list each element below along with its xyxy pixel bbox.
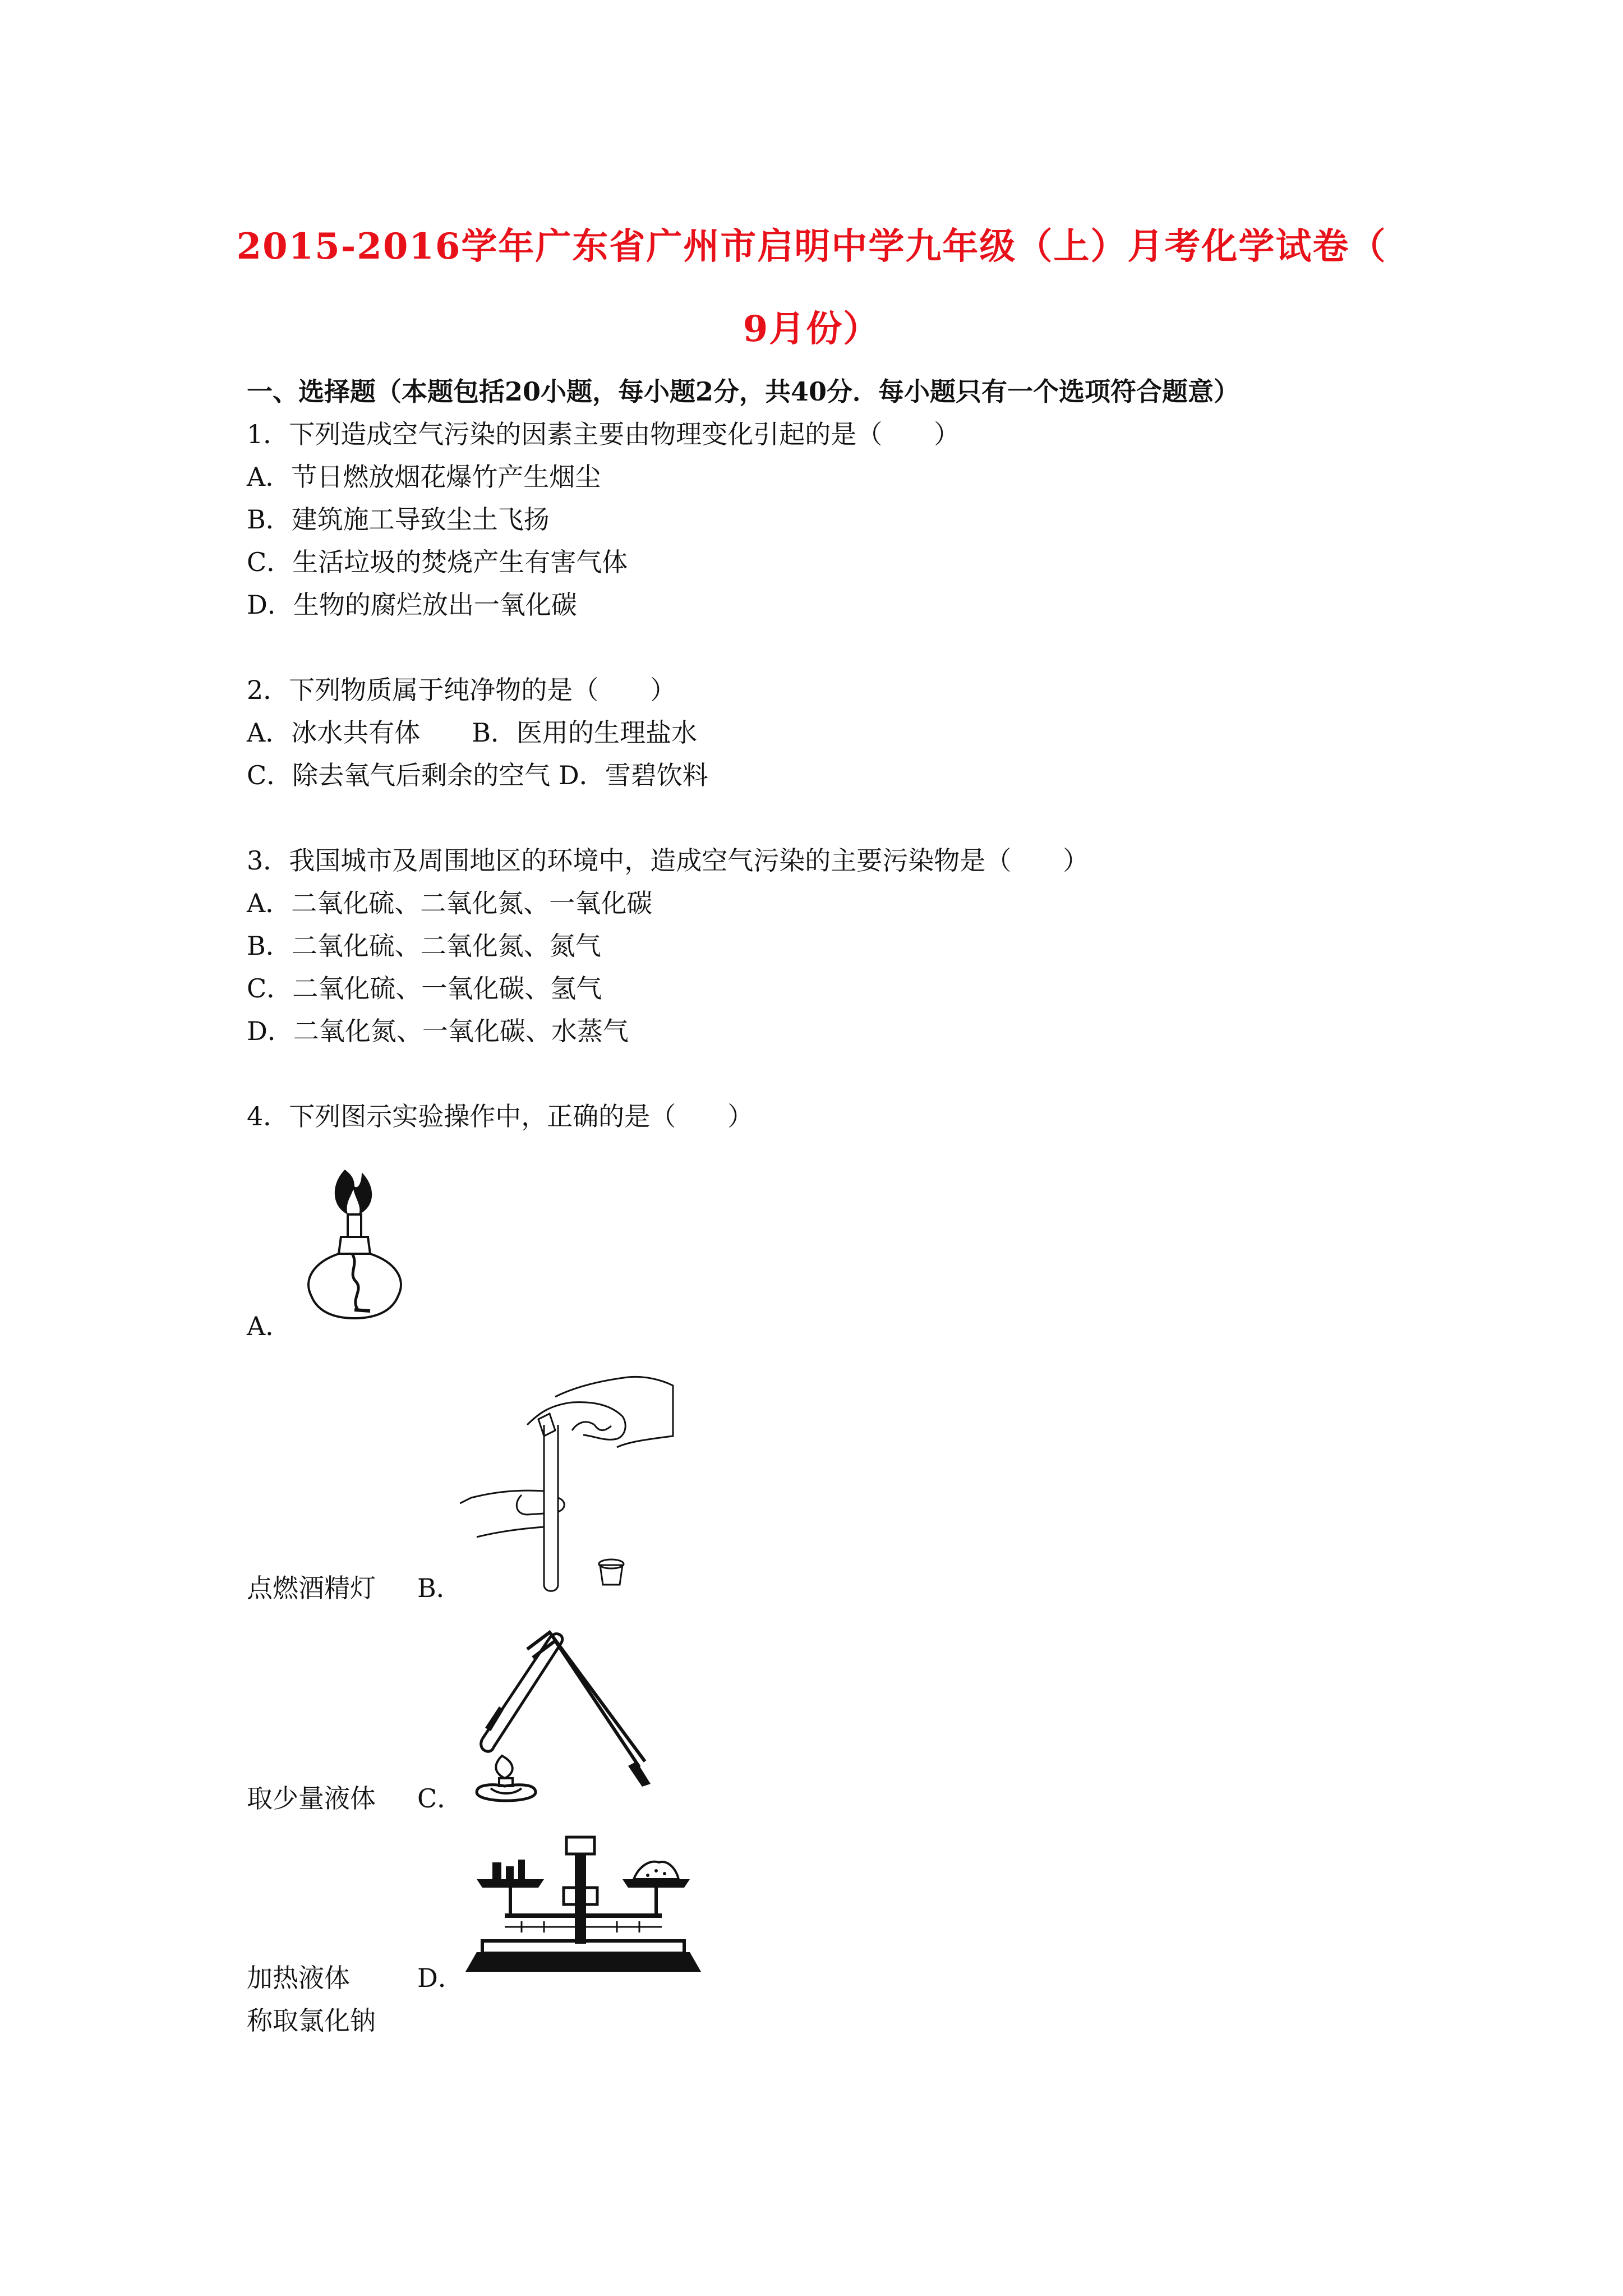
- question-2-options-ab: A．冰水共有体 B．医用的生理盐水: [247, 717, 698, 748]
- question-3-option-c: C．二氧化硫、一氧化碳、氢气: [247, 973, 602, 1004]
- question-2-options-cd: C．除去氧气后剩余的空气 D．雪碧饮料: [247, 760, 708, 790]
- question-4-option-a-caption: 点燃酒精灯: [247, 1573, 376, 1603]
- question-2-stem: 2．下列物质属于纯净物的是（ ）: [247, 675, 676, 705]
- question-4-stem: 4．下列图示实验操作中，正确的是（ ）: [247, 1101, 754, 1131]
- question-4-option-c-caption: 加热液体: [247, 1963, 350, 1993]
- section-heading: 一、选择题（本题包括20小题，每小题2分，共40分．每小题只有一个选项符合题意）: [247, 376, 1240, 407]
- alcohol-lamp-lighting-icon: [292, 1158, 421, 1327]
- question-1-option-a: A．节日燃放烟花爆竹产生烟尘: [247, 462, 601, 492]
- question-4-option-c-letter: C．: [417, 1783, 463, 1814]
- test-tube-heating-icon: [460, 1616, 662, 1806]
- question-4-option-b-letter: B．: [417, 1573, 462, 1603]
- balance-scale-icon: [465, 1832, 701, 1983]
- question-1-option-c: C．生活垃圾的焚烧产生有害气体: [247, 547, 628, 577]
- question-1-option-d: D．生物的腐烂放出一氧化碳: [247, 590, 577, 620]
- test-tube-pouring-icon: [460, 1363, 695, 1599]
- page-title-line1: 2015-2016学年广东省广州市启明中学九年级（上）月考化学试卷（: [236, 226, 1387, 268]
- question-3-option-d: D．二氧化氮、一氧化碳、水蒸气: [247, 1016, 629, 1046]
- question-1-stem: 1．下列造成空气污染的因素主要由物理变化引起的是（ ）: [247, 419, 960, 449]
- question-4-option-d-caption: 称取氯化钠: [247, 2005, 376, 2036]
- question-1-option-b: B．建筑施工导致尘土飞扬: [247, 504, 550, 535]
- question-4-option-b-caption: 取少量液体: [247, 1783, 376, 1814]
- question-4-option-d-letter: D．: [417, 1963, 464, 1993]
- question-4-option-a-letter: A．: [247, 1311, 292, 1341]
- question-3-option-a: A．二氧化硫、二氧化氮、一氧化碳: [247, 888, 653, 918]
- page-title-line2: 9月份）: [743, 308, 880, 350]
- question-3-stem: 3．我国城市及周围地区的环境中，造成空气污染的主要污染物是（ ）: [247, 845, 1089, 876]
- question-3-option-b: B．二氧化硫、二氧化氮、氮气: [247, 931, 601, 961]
